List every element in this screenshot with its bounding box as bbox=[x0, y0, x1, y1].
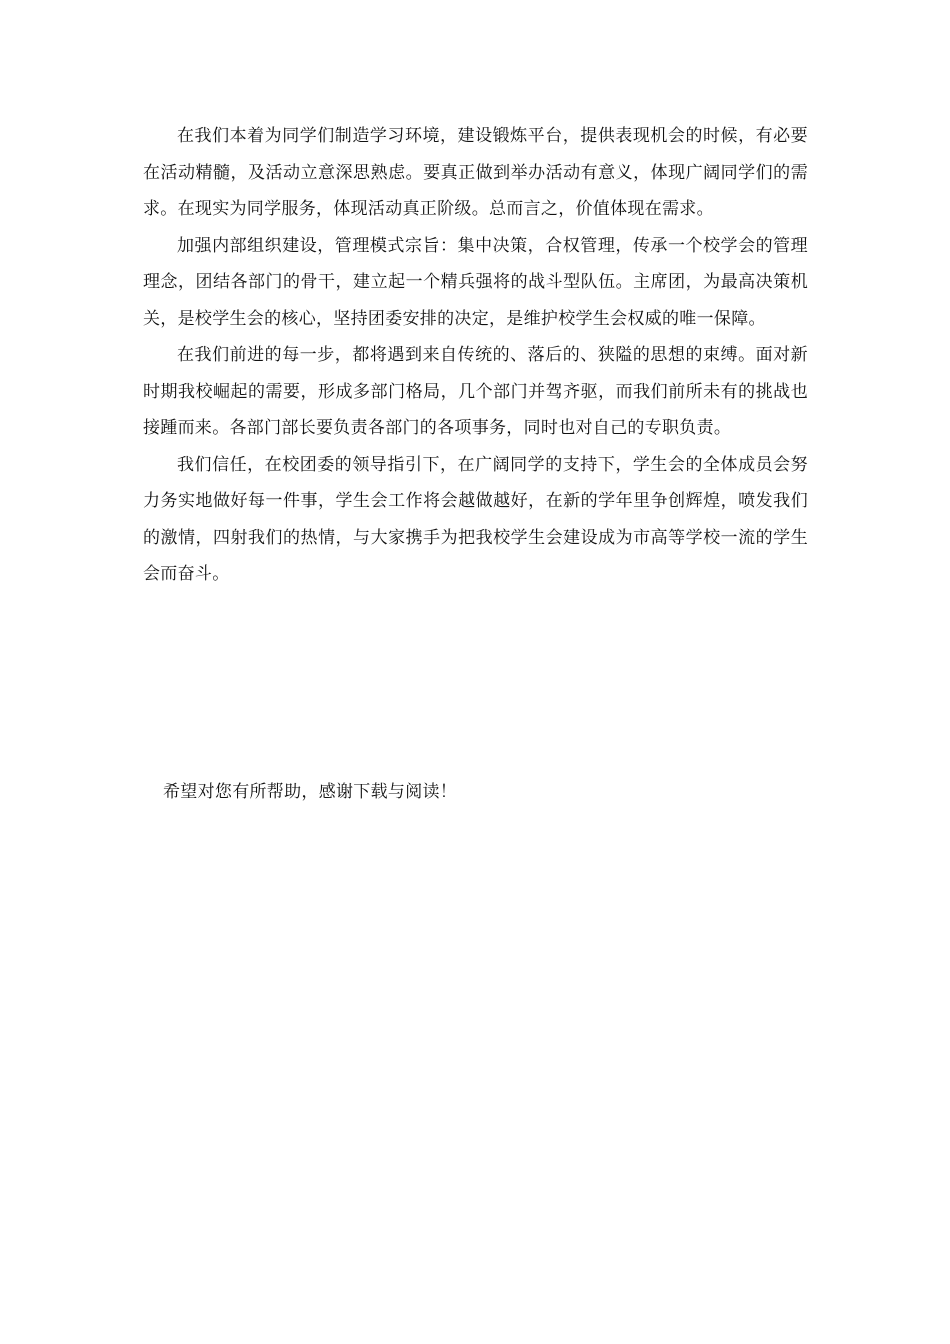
paragraph-4: 我们信任，在校团委的领导指引下，在广阔同学的支持下，学生会的全体成员会努力务实地做好每一件事，学生会工作将会越做越好，在新的学年里争创辉煌，喷发我们的激情，四射我们的热情，与大家携手为把我校学生会建设成为市高等学校一流的学生会而奋斗。 bbox=[143, 454, 808, 584]
paragraph-2: 加强内部组织建设，管理模式宗旨：集中决策，合权管理，传承一个校学会的管理理念，团结各部门的骨干，建立起一个精兵强将的战斗型队伍。主席团，为最高决策机关，是校学生会的核心，坚持团委安排的决定，是维护校学生会权威的唯一保障。 bbox=[143, 235, 808, 329]
document-body bbox=[143, 118, 808, 593]
paragraph-1: 在我们本着为同学们制造学习环境，建设锻炼平台，提供表现机会的时候，有必要在活动精髓，及活动立意深思熟虑。要真正做到举办活动有意义，体现广阔同学们的需求。在现实为同学服务，体现活动真正阶级。总而言之，价值体现在需求。 bbox=[143, 126, 808, 219]
closing-note: 希望对您有所帮助，感谢下载与阅读！ bbox=[163, 782, 458, 802]
paragraph-3: 在我们前进的每一步，都将遇到来自传统的、落后的、狭隘的思想的束缚。面对新时期我校崛起的需要，形成多部门格局，几个部门并驾齐驱，而我们前所未有的挑战也接踵而来。各部门部长要负责各部门的各项事务，同时也对自己的专职负责。 bbox=[143, 345, 808, 438]
